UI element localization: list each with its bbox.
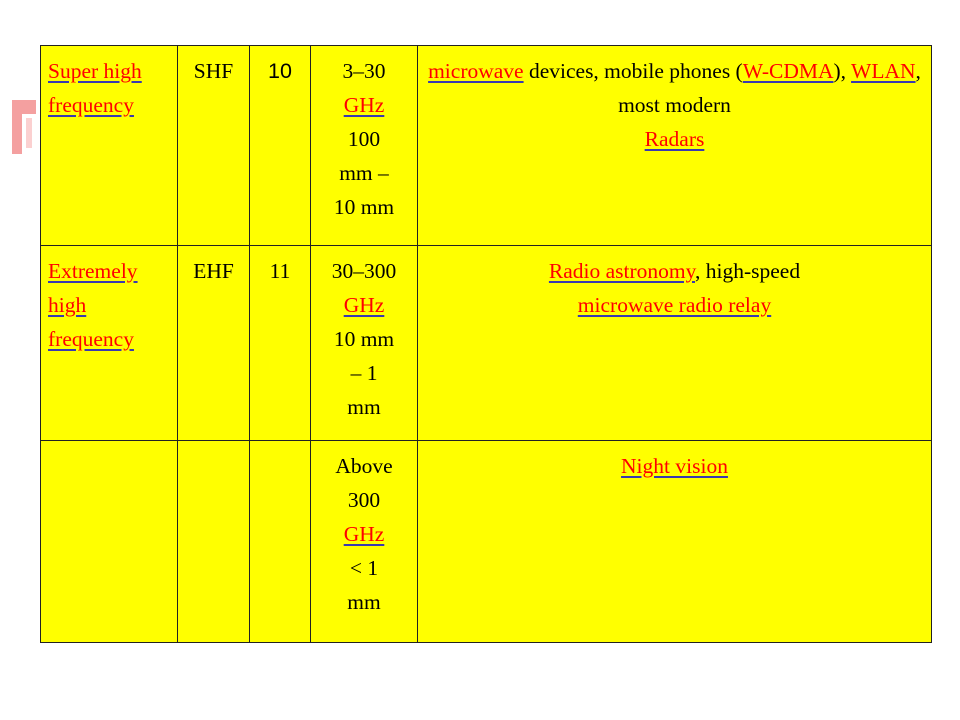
ghz-link[interactable]: GHz [343,93,385,117]
wavelength-line: < 1 [349,556,379,580]
band-abbr-cell [178,441,250,643]
wavelength-line: – 1 [350,361,378,385]
frequency-range: Above [335,454,393,478]
wavelength-line: 10 mm [333,327,395,351]
frequency-cell [311,246,418,441]
uses-cell [418,46,932,246]
wavelength-line: mm [347,395,381,419]
band-abbr-cell: SHF [178,46,250,246]
frequency-range: 300 [347,488,381,512]
frequency-cell [311,441,418,643]
band-name-cell [41,246,178,441]
wavelength-line: mm – [339,161,389,185]
band-name-link[interactable]: Extremely high frequency [48,259,138,351]
band-name-link[interactable]: Super high frequency [48,59,142,117]
itu-band-cell: 11 [250,246,311,441]
frequency-range: 30–300 [331,259,397,283]
uses-text: , most modern [618,59,921,117]
ghz-link[interactable]: GHz [343,522,385,546]
ghz-link[interactable]: GHz [343,293,385,317]
band-abbr-cell: EHF [178,246,250,441]
wavelength-line: 10 mm [333,195,395,219]
night-vision-link[interactable]: Night vision [621,454,728,478]
radio-astronomy-link[interactable]: Radio astronomy [548,259,695,283]
radars-link[interactable]: Radars [644,127,705,151]
frequency-cell [311,46,418,246]
uses-cell [418,246,932,441]
frequency-range: 3–30 [342,59,386,83]
itu-band-cell: 10 [250,46,311,246]
itu-band-cell [250,441,311,643]
table-row [41,441,932,643]
uses-text: ), [833,59,852,83]
uses-text: devices, mobile phones ( [523,59,743,83]
wavelength-line: 100 [347,127,381,151]
wavelength-line: mm [347,590,381,614]
band-name-cell [41,46,178,246]
w-cdma-link[interactable]: W-CDMA [742,59,834,83]
wlan-link[interactable]: WLAN [851,59,916,83]
microwave-link[interactable]: microwave [428,59,524,83]
table-row [41,246,932,441]
table-row [41,46,932,246]
band-name-cell [41,441,178,643]
uses-text: , high-speed [695,259,801,283]
uses-cell [418,441,932,643]
frequency-band-table [40,45,932,643]
microwave-radio-relay-link[interactable]: microwave radio relay [577,293,772,317]
